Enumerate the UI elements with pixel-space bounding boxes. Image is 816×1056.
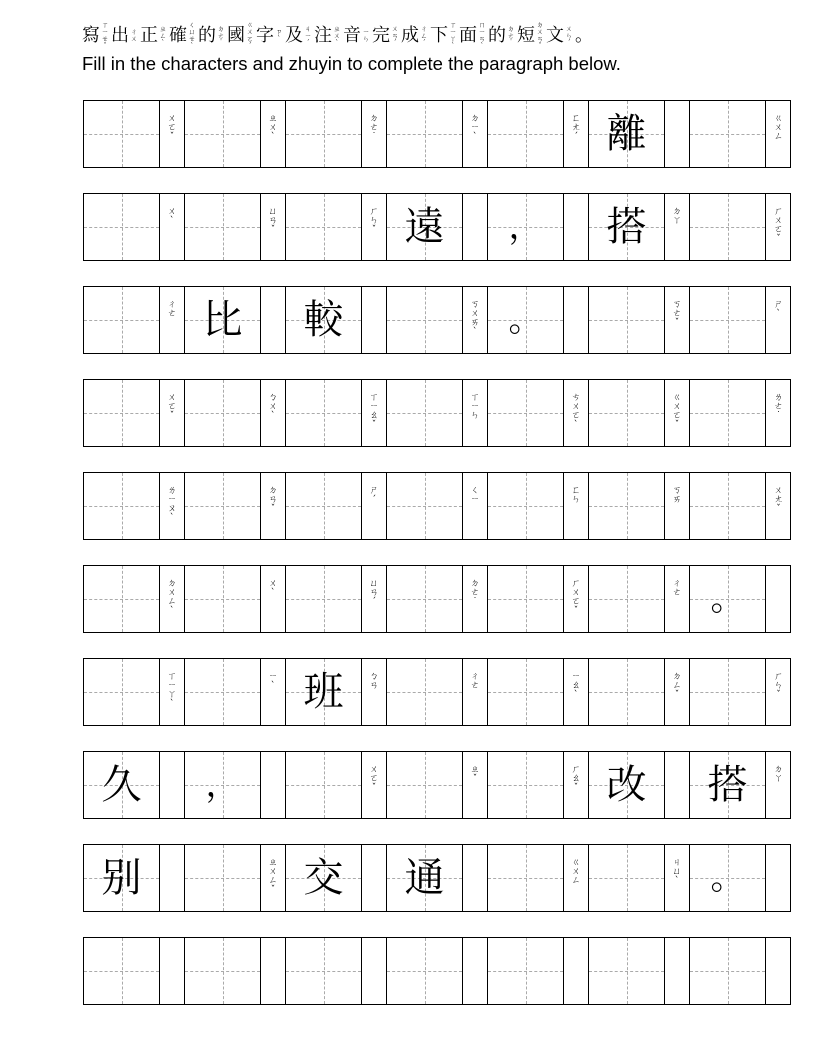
character-box[interactable] [387, 380, 463, 446]
character-box[interactable] [589, 380, 665, 446]
character-box[interactable] [286, 287, 362, 353]
zhuyin-box[interactable] [463, 752, 488, 818]
zhuyin-box[interactable] [665, 380, 690, 446]
zhuyin-box[interactable] [766, 845, 791, 911]
instruction-zhuyin: ㄔ ㄨ [130, 28, 138, 43]
filled-character: 。 [508, 300, 543, 340]
zhuyin-box[interactable] [665, 287, 690, 353]
grid-row [83, 472, 791, 540]
instruction-zhuyin: ㄓ ㄥ ˋ [159, 24, 167, 47]
filled-character: ， [205, 765, 240, 805]
character-box[interactable] [488, 845, 564, 911]
zhuyin-box[interactable] [160, 473, 185, 539]
zhuyin-text: ㄧ ㄠ ˋ [571, 672, 581, 700]
instruction-hanzi: 文 [546, 25, 564, 46]
zhuyin-box[interactable] [362, 659, 387, 725]
instruction-char [488, 26, 515, 47]
character-box[interactable] [185, 473, 261, 539]
instruction-zhuyin: ㄔ ㄥ ˊ [420, 24, 428, 47]
instruction-char [517, 22, 544, 50]
zhuyin-text: ㄒ ㄧ ㄣ [470, 393, 480, 421]
character-box[interactable] [185, 101, 261, 167]
zhuyin-text: ㄉ ㄧ ˋ [470, 114, 480, 142]
zhuyin-box[interactable] [665, 659, 690, 725]
character-box[interactable] [589, 845, 665, 911]
grid-row [83, 565, 791, 633]
character-box[interactable] [286, 473, 362, 539]
instruction-hanzi: 。 [575, 25, 593, 46]
character-box[interactable] [589, 194, 665, 260]
filled-character: 别 [101, 855, 142, 901]
zhuyin-box[interactable] [665, 566, 690, 632]
grid-row [83, 844, 791, 912]
character-box[interactable] [589, 101, 665, 167]
character-box[interactable] [286, 194, 362, 260]
zhuyin-box[interactable] [160, 752, 185, 818]
instruction-char [256, 27, 283, 45]
instruction-char [546, 26, 573, 47]
zhuyin-text: ㄉ ㄢ ˇ [268, 486, 278, 514]
zhuyin-text: ㄏ ㄣ ˇ [773, 672, 783, 700]
zhuyin-text: ㄎ ㄞ [672, 486, 682, 505]
instruction-zhuyin: ㄉ ㄨ ㄢ ˇ [536, 21, 544, 50]
character-box[interactable] [185, 194, 261, 260]
zhuyin-box[interactable] [160, 287, 185, 353]
character-box[interactable] [690, 566, 766, 632]
character-box[interactable] [387, 287, 463, 353]
character-box[interactable] [488, 659, 564, 725]
zhuyin-box[interactable] [261, 938, 286, 1004]
zhuyin-box[interactable] [564, 101, 589, 167]
character-box[interactable] [690, 473, 766, 539]
instruction-zhuyin: ㄉ ㄜ ˙ [217, 24, 225, 47]
zhuyin-box[interactable] [261, 101, 286, 167]
grid-row [83, 658, 791, 726]
zhuyin-box[interactable] [766, 473, 791, 539]
filled-character: 較 [303, 297, 344, 343]
character-box[interactable] [185, 845, 261, 911]
zhuyin-box[interactable] [766, 101, 791, 167]
zhuyin-box[interactable] [362, 566, 387, 632]
zhuyin-text: ㄐ ㄩ ˋ [672, 858, 682, 886]
grid-row [83, 379, 791, 447]
instruction-zhuyin: ㄨ ㄢ ˊ [391, 24, 399, 47]
zhuyin-text: ㄕ ˊ [369, 486, 379, 505]
instruction-hanzi: 短 [517, 25, 535, 46]
zhuyin-box[interactable] [463, 194, 488, 260]
zhuyin-box[interactable] [766, 380, 791, 446]
character-box[interactable] [387, 194, 463, 260]
zhuyin-text: ㄓ ˇ [470, 765, 480, 784]
character-box[interactable] [84, 938, 160, 1004]
instruction-char [575, 27, 593, 45]
zhuyin-text: ㄉ ㄜ ˙ [470, 579, 480, 607]
character-box[interactable] [387, 566, 463, 632]
instruction-zhuyin: ㄒ ㄧ ㄚ ˋ [449, 21, 457, 50]
instruction-zhuyin: ㄇ ㄧ ㄢ ˋ [478, 21, 486, 50]
filled-character: 。 [710, 579, 745, 619]
filled-character: 。 [710, 858, 745, 898]
zhuyin-text: ㄘ ㄨ ㄛ ˋ [571, 393, 581, 430]
instruction-char [459, 22, 486, 50]
character-box[interactable] [286, 845, 362, 911]
instruction-hanzi: 的 [488, 25, 506, 46]
character-box[interactable] [690, 287, 766, 353]
filled-character: 遠 [404, 204, 445, 250]
filled-character: 久 [101, 762, 142, 808]
zhuyin-box[interactable] [160, 380, 185, 446]
character-box[interactable] [185, 659, 261, 725]
zhuyin-box[interactable] [261, 659, 286, 725]
zhuyin-box[interactable] [564, 659, 589, 725]
character-box[interactable] [387, 845, 463, 911]
instruction-hanzi: 出 [111, 25, 129, 46]
zhuyin-box[interactable] [362, 380, 387, 446]
instruction-hanzi: 完 [372, 25, 390, 46]
character-box[interactable] [690, 194, 766, 260]
instruction-hanzi: 寫 [82, 25, 100, 46]
character-box[interactable] [185, 380, 261, 446]
zhuyin-text: ㄍ ㄨ ㄛ ˇ [672, 393, 682, 430]
character-box[interactable] [488, 566, 564, 632]
zhuyin-box[interactable] [160, 938, 185, 1004]
character-box[interactable] [286, 752, 362, 818]
instruction-char [372, 26, 399, 47]
instruction-zhuyin: ㄍ ㄨ ㄛ ˊ [246, 21, 254, 50]
character-box[interactable] [286, 938, 362, 1004]
zhuyin-box[interactable] [362, 101, 387, 167]
zhuyin-box[interactable] [665, 194, 690, 260]
zhuyin-box[interactable] [362, 938, 387, 1004]
character-box[interactable] [84, 473, 160, 539]
zhuyin-box[interactable] [160, 845, 185, 911]
zhuyin-text: ㄔ ㄜ [470, 672, 480, 691]
zhuyin-box[interactable] [261, 473, 286, 539]
zhuyin-box[interactable] [665, 938, 690, 1004]
zhuyin-box[interactable] [261, 194, 286, 260]
zhuyin-text: ㄨ ㄛ ˇ [167, 393, 177, 421]
filled-character: 搭 [606, 204, 647, 250]
instruction-zhuyin: ㄑ ㄩ ㄝ ˋ [188, 21, 196, 50]
character-box[interactable] [488, 752, 564, 818]
zhuyin-box[interactable] [261, 380, 286, 446]
zhuyin-box[interactable] [362, 194, 387, 260]
zhuyin-text: ㄕ ˋ [773, 300, 783, 319]
zhuyin-box[interactable] [665, 101, 690, 167]
instruction-hanzi: 注 [314, 25, 332, 46]
instruction-hanzi: 字 [256, 25, 274, 46]
instruction-zhuyin: ㄐ ㄧ ˊ [304, 24, 312, 47]
zhuyin-box[interactable] [463, 380, 488, 446]
zhuyin-text: ㄉ ㄨ ㄥ ˋ [167, 579, 177, 616]
character-box[interactable] [84, 101, 160, 167]
zhuyin-box[interactable] [665, 752, 690, 818]
instruction-char [430, 22, 457, 50]
zhuyin-text: ㄓ ㄨ ˋ [268, 114, 278, 142]
character-box[interactable] [387, 752, 463, 818]
grid-row [83, 193, 791, 261]
instruction-char [140, 26, 167, 47]
zhuyin-box[interactable] [463, 566, 488, 632]
zhuyin-box[interactable] [362, 752, 387, 818]
filled-character: ， [508, 207, 543, 247]
zhuyin-box[interactable] [261, 752, 286, 818]
instruction-hanzi: 國 [227, 25, 245, 46]
zhuyin-box[interactable] [463, 938, 488, 1004]
character-box[interactable] [690, 659, 766, 725]
zhuyin-box[interactable] [766, 194, 791, 260]
grid-row [83, 937, 791, 1005]
character-box[interactable] [185, 752, 261, 818]
zhuyin-box[interactable] [766, 287, 791, 353]
zhuyin-text: ㄧ ˋ [268, 672, 278, 691]
instruction-english: Fill in the characters and zhuyin to complete the paragraph below. [82, 53, 621, 74]
instruction-char [314, 26, 341, 47]
character-box[interactable] [84, 845, 160, 911]
character-box[interactable] [488, 194, 564, 260]
zhuyin-text: ㄔ ㄜ [672, 579, 682, 598]
instruction-hanzi: 正 [140, 25, 158, 46]
zhuyin-box[interactable] [362, 845, 387, 911]
character-box[interactable] [690, 845, 766, 911]
filled-character: 離 [606, 111, 647, 157]
instruction-char [343, 27, 370, 45]
filled-character: 交 [303, 855, 344, 901]
character-box[interactable] [488, 101, 564, 167]
character-box[interactable] [286, 101, 362, 167]
zhuyin-text: ㄨ ㄛ ˇ [369, 765, 379, 793]
zhuyin-text: ㄨ ㄛ ˇ [167, 114, 177, 142]
zhuyin-text: ㄉ ㄚ [773, 765, 783, 784]
instruction-hanzi: 音 [343, 25, 361, 46]
character-box[interactable] [690, 380, 766, 446]
character-box[interactable] [84, 287, 160, 353]
instruction-zhuyin: ㄓ ㄨ ˋ [333, 24, 341, 47]
character-box[interactable] [387, 659, 463, 725]
instruction-zhuyin: ㄉ ㄜ ˙ [507, 24, 515, 47]
filled-character: 比 [202, 297, 243, 343]
character-box[interactable] [185, 938, 261, 1004]
instruction-chinese [82, 22, 782, 50]
zhuyin-text: ㄏ ㄨ ㄛ ˇ [773, 207, 783, 244]
character-box[interactable] [286, 659, 362, 725]
zhuyin-text: ㄨ ˋ [167, 207, 177, 226]
character-box[interactable] [185, 566, 261, 632]
zhuyin-box[interactable] [766, 566, 791, 632]
zhuyin-box[interactable] [362, 473, 387, 539]
zhuyin-box[interactable] [463, 845, 488, 911]
filled-character: 班 [303, 669, 344, 715]
character-box[interactable] [589, 473, 665, 539]
character-box[interactable] [589, 752, 665, 818]
filled-character: 通 [404, 855, 445, 901]
filled-character: 搭 [707, 762, 748, 808]
zhuyin-text: ㄓ ㄨ ㄥ ˇ [268, 858, 278, 895]
zhuyin-text: ㄔ ㄜ [167, 300, 177, 319]
grid-row [83, 751, 791, 819]
character-box[interactable] [589, 659, 665, 725]
character-box[interactable] [589, 938, 665, 1004]
zhuyin-box[interactable] [160, 659, 185, 725]
zhuyin-box[interactable] [261, 566, 286, 632]
instruction-char [198, 26, 225, 47]
character-box[interactable] [690, 752, 766, 818]
character-box[interactable] [690, 938, 766, 1004]
zhuyin-text: ㄒ ㄧ ㄚ ˋ [167, 672, 177, 709]
grid-row [83, 286, 791, 354]
character-box[interactable] [84, 566, 160, 632]
zhuyin-box[interactable] [463, 659, 488, 725]
zhuyin-box[interactable] [564, 566, 589, 632]
zhuyin-text: ㄉ ㄥ ˇ [672, 672, 682, 700]
character-box[interactable] [488, 287, 564, 353]
zhuyin-box[interactable] [160, 101, 185, 167]
zhuyin-text: ㄩ ㄢ ˇ [268, 207, 278, 235]
zhuyin-text: ㄌ ㄧ ㄡ ˋ [167, 486, 177, 523]
zhuyin-text: ㄨ ˋ [268, 579, 278, 598]
instruction-hanzi: 及 [285, 25, 303, 46]
zhuyin-box[interactable] [766, 752, 791, 818]
character-box[interactable] [286, 566, 362, 632]
zhuyin-box[interactable] [766, 938, 791, 1004]
zhuyin-box[interactable] [160, 566, 185, 632]
character-box[interactable] [488, 938, 564, 1004]
zhuyin-box[interactable] [362, 287, 387, 353]
character-box[interactable] [84, 752, 160, 818]
zhuyin-box[interactable] [463, 101, 488, 167]
character-box[interactable] [488, 473, 564, 539]
character-box[interactable] [286, 380, 362, 446]
character-box[interactable] [488, 380, 564, 446]
zhuyin-text: ㄩ ㄢ ˊ [369, 579, 379, 607]
character-box[interactable] [84, 380, 160, 446]
instruction-char [169, 22, 196, 50]
zhuyin-text: ㄈ ㄤ ˊ [571, 114, 581, 142]
instruction-zhuyin: ㄨ ㄣ ˊ [565, 24, 573, 47]
zhuyin-box[interactable] [564, 938, 589, 1004]
zhuyin-box[interactable] [564, 752, 589, 818]
zhuyin-box[interactable] [463, 473, 488, 539]
instruction-hanzi: 下 [430, 25, 448, 46]
instruction-hanzi: 確 [169, 25, 187, 46]
instruction-char [401, 26, 428, 47]
instruction-hanzi: 成 [401, 25, 419, 46]
zhuyin-text: ㄎ ㄜ ˇ [672, 300, 682, 328]
zhuyin-text: ㄏ ㄠ ˇ [571, 765, 581, 793]
zhuyin-text: ㄉ ㄜ ˙ [369, 114, 379, 142]
instruction-hanzi: 的 [198, 25, 216, 46]
zhuyin-box[interactable] [665, 845, 690, 911]
zhuyin-box[interactable] [766, 659, 791, 725]
grid-row [83, 100, 791, 168]
instruction-zhuyin: ㄗ ˋ [275, 28, 283, 43]
zhuyin-box[interactable] [261, 845, 286, 911]
instruction-zhuyin: ㄒ ㄧ ㄝ ˇ [101, 21, 109, 50]
instruction-char [227, 22, 254, 50]
character-box[interactable] [690, 101, 766, 167]
instruction-hanzi: 面 [459, 25, 477, 46]
instruction-char [111, 27, 138, 45]
character-box[interactable] [185, 287, 261, 353]
zhuyin-box[interactable] [564, 287, 589, 353]
zhuyin-box[interactable] [665, 473, 690, 539]
zhuyin-box[interactable] [564, 194, 589, 260]
instruction-char [82, 22, 109, 50]
zhuyin-box[interactable] [564, 473, 589, 539]
zhuyin-box[interactable] [564, 845, 589, 911]
character-box[interactable] [387, 101, 463, 167]
zhuyin-text: ㄌ ㄜ ˙ [773, 393, 783, 421]
character-box[interactable] [387, 473, 463, 539]
zhuyin-box[interactable] [160, 194, 185, 260]
instruction-char [285, 26, 312, 47]
zhuyin-text: ㄈ ㄣ [571, 486, 581, 505]
zhuyin-text: ㄏ ㄨ ㄛ ˇ [571, 579, 581, 616]
zhuyin-text: ㄏ ㄣ ˇ [369, 207, 379, 235]
zhuyin-text: ㄍ ㄨ ㄥ [773, 114, 783, 142]
zhuyin-text: ㄨ ㄤ ˇ [773, 486, 783, 514]
character-box[interactable] [589, 566, 665, 632]
zhuyin-text: ㄒ ㄧ ㄠ ˇ [369, 393, 379, 430]
zhuyin-text: ㄍ ㄨ ㄥ [571, 858, 581, 886]
zhuyin-box[interactable] [564, 380, 589, 446]
zhuyin-text: ㄅ ㄨ ˋ [268, 393, 278, 421]
character-box[interactable] [84, 659, 160, 725]
zhuyin-box[interactable] [463, 287, 488, 353]
zhuyin-text: ㄎ ㄨ ㄞ ˋ [470, 300, 480, 337]
zhuyin-text: ㄑ ㄧ [470, 486, 480, 505]
zhuyin-box[interactable] [261, 287, 286, 353]
zhuyin-text: ㄉ ㄚ [672, 207, 682, 226]
character-box[interactable] [589, 287, 665, 353]
character-box[interactable] [84, 194, 160, 260]
instruction-zhuyin: ㄧ ㄣ [362, 28, 370, 43]
character-box[interactable] [387, 938, 463, 1004]
zhuyin-text: ㄅ ㄢ [369, 672, 379, 691]
filled-character: 改 [606, 762, 647, 808]
